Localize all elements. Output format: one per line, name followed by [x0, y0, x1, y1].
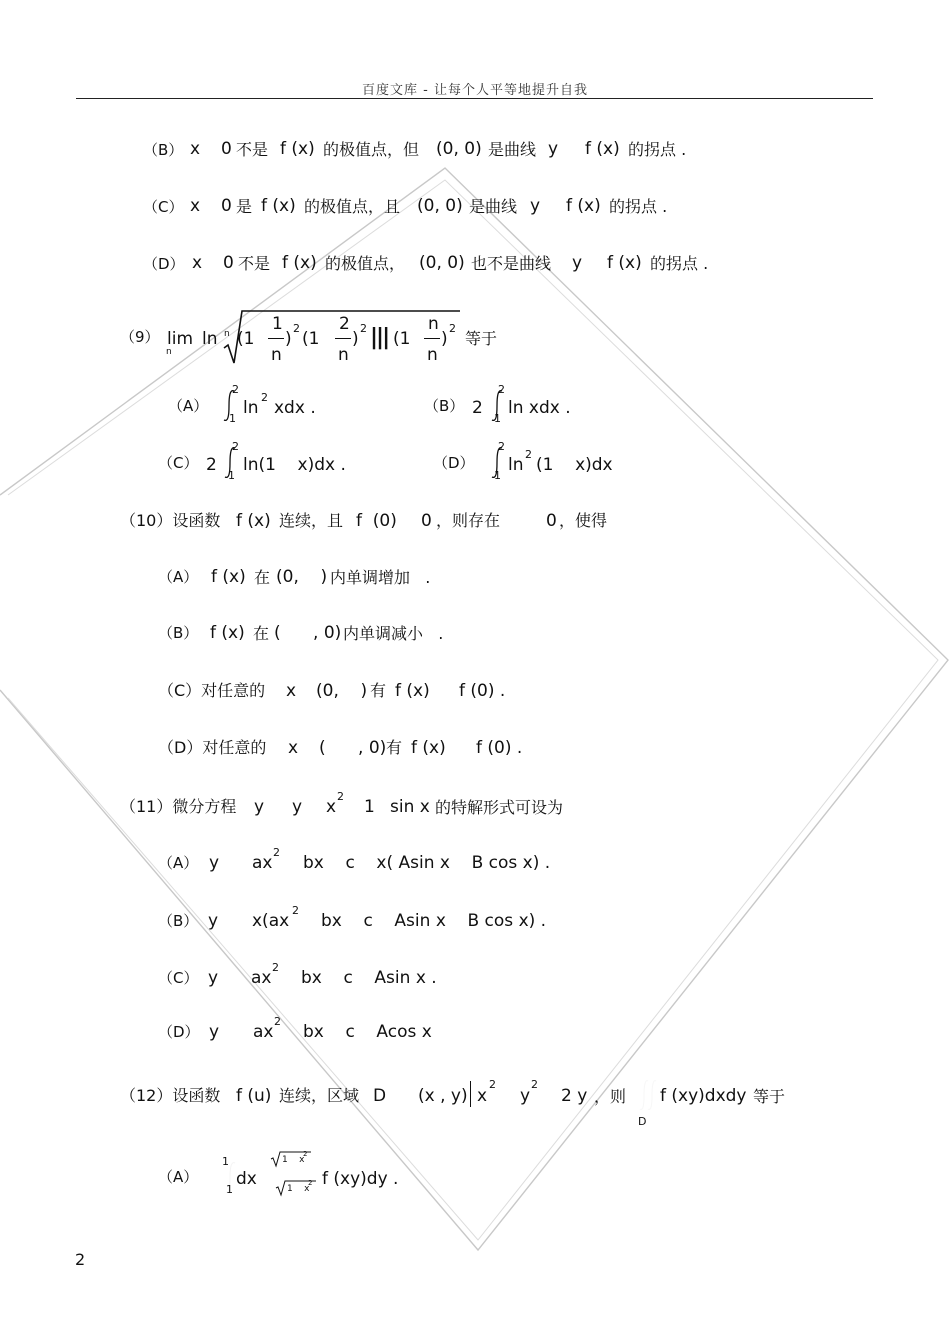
set-bar	[470, 1081, 471, 1107]
double-integral-sign	[638, 1078, 660, 1114]
page-header: 百度文库 - 让每个人平等地提升自我	[362, 83, 588, 98]
fraction-bar	[268, 338, 284, 339]
fraction-bar	[335, 338, 351, 339]
page-number: 2	[75, 1250, 86, 1269]
header-rule	[76, 98, 873, 99]
fraction-bar	[424, 338, 440, 339]
